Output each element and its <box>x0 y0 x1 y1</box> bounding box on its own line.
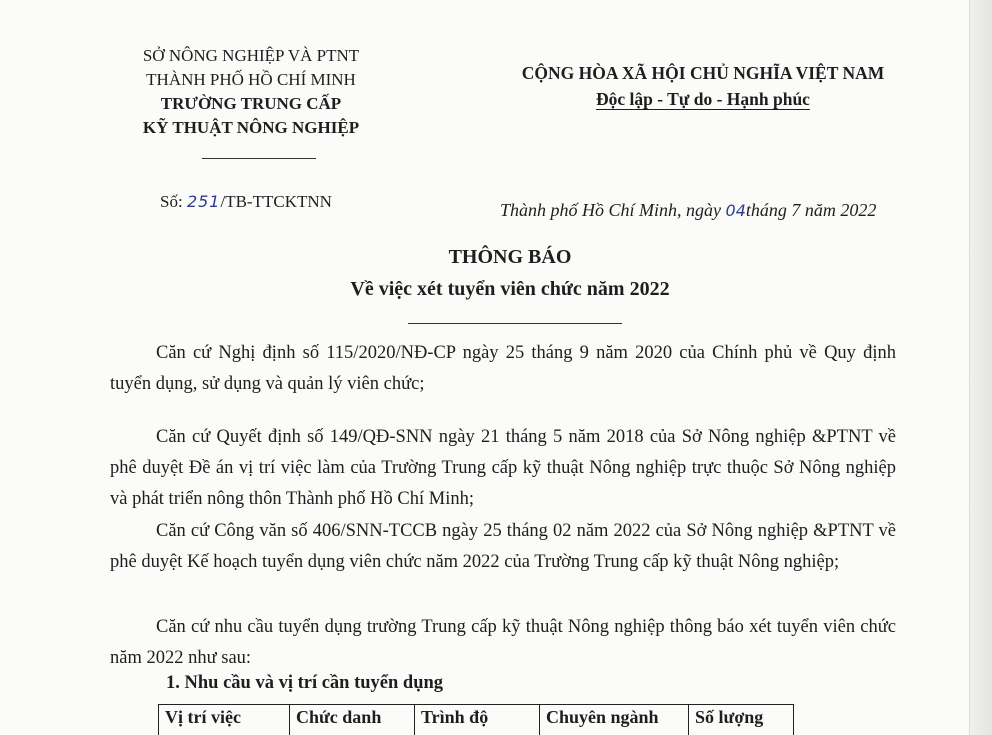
notice-subtitle: Về việc xét tuyển viên chức năm 2022 <box>350 278 670 300</box>
agency-line-2: THÀNH PHỐ HỒ CHÍ MINH <box>146 70 356 89</box>
title-underline <box>408 323 622 324</box>
table-header-cell: Chức danh <box>290 705 415 735</box>
paragraph-2: Căn cứ Quyết định số 149/QĐ-SNN ngày 21 tháng 5 năm 2018 của Sở Nông nghiệp &PTNT về phê duyệt Đề án vị trí việc làm của Trường Trung cấp kỹ thuật Nông nghiệp trực thuộc Sở Nông nghiệp và phát triển nông thôn Thành phố Hồ Chí Minh; <box>110 427 896 509</box>
page-edge <box>969 0 992 735</box>
table-header-cell: Vị trí việc <box>159 705 290 735</box>
section-1-heading: 1. Nhu cầu và vị trí cần tuyển dụng <box>166 673 444 693</box>
agency-underline <box>202 158 316 159</box>
agency-line-4: KỸ THUẬT NÔNG NGHIỆP <box>142 118 360 137</box>
table-header-cell: Trình độ <box>415 705 540 735</box>
paragraph-4: Căn cứ nhu cầu tuyển dụng trường Trung cấp kỹ thuật Nông nghiệp thông báo xét tuyển viên chức năm 2022 như sau: <box>110 617 896 668</box>
notice-title: THÔNG BÁO <box>448 246 572 268</box>
doc-number-handwritten: 251 <box>186 192 221 211</box>
paragraph-1: Căn cứ Nghị định số 115/2020/NĐ-CP ngày 25 tháng 9 năm 2020 của Chính phủ về Quy định tuyển dụng, sử dụng và quản lý viên chức; <box>110 343 896 394</box>
doc-number-suffix: /TB-TTCKTNN <box>220 192 332 211</box>
national-motto: Độc lập - Tự do - Hạnh phúc <box>596 89 810 109</box>
document-number <box>160 192 332 212</box>
table-header-row <box>159 705 794 735</box>
national-header <box>498 60 908 112</box>
table-header-cell: Chuyên ngành <box>540 705 689 735</box>
agency-line-1: SỞ NÔNG NGHIỆP VÀ PTNT <box>142 46 360 65</box>
date-suffix: tháng 7 năm 2022 <box>745 200 877 220</box>
doc-number-prefix: Số: <box>160 192 187 211</box>
agency-line-3: TRƯỜNG TRUNG CẤP <box>160 94 342 113</box>
date-prefix: Thành phố Hồ Chí Minh, ngày <box>500 200 726 220</box>
recruitment-table <box>158 704 794 735</box>
table-header-cell: Số lượng <box>689 705 794 735</box>
national-title: CỘNG HÒA XÃ HỘI CHỦ NGHĨA VIỆT NAM <box>521 63 885 83</box>
agency-header <box>120 44 382 140</box>
document-date <box>500 200 876 221</box>
paragraph-3: Căn cứ Công văn số 406/SNN-TCCB ngày 25 tháng 02 năm 2022 của Sở Nông nghiệp &PTNT về phê duyệt Kế hoạch tuyển dụng viên chức năm 2022 của Trường Trung cấp kỹ thuật Nông nghiệp; <box>110 521 896 572</box>
date-day-handwritten: 04 <box>725 201 746 220</box>
